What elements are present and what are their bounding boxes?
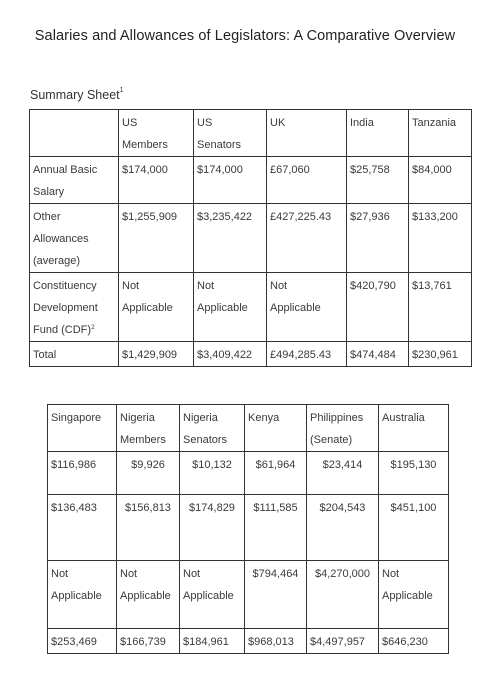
table-cell: $25,758 bbox=[347, 157, 409, 204]
header-cell: Nigeria Senators bbox=[180, 405, 245, 452]
table-cell: £427,225.43 bbox=[267, 204, 347, 273]
table-cell: Not Applicable bbox=[180, 561, 245, 629]
table-cell: $253,469 bbox=[48, 629, 117, 654]
header-cell: India bbox=[347, 110, 409, 157]
table-cell: $1,429,909 bbox=[119, 342, 194, 367]
table-cell: $1,255,909 bbox=[119, 204, 194, 273]
table-cell: $136,483 bbox=[48, 495, 117, 561]
header-cell-empty bbox=[30, 110, 119, 157]
table-cell: $10,132 bbox=[180, 452, 245, 495]
table-row bbox=[30, 204, 472, 273]
table-cell: $3,235,422 bbox=[194, 204, 267, 273]
table-cell: $420,790 bbox=[347, 273, 409, 342]
salary-table-2 bbox=[47, 404, 449, 654]
header-cell: Singapore bbox=[48, 405, 117, 452]
table-cell: Not Applicable bbox=[48, 561, 117, 629]
table-cell: $166,739 bbox=[117, 629, 180, 654]
table-cell: $4,497,957 bbox=[307, 629, 379, 654]
row-label: Other Allowances (average) bbox=[30, 204, 119, 273]
header-cell: Nigeria Members bbox=[117, 405, 180, 452]
summary-sheet-heading bbox=[30, 88, 124, 102]
table-cell: $4,270,000 bbox=[307, 561, 379, 629]
table-cell: $9,926 bbox=[117, 452, 180, 495]
salary-table-1 bbox=[29, 109, 472, 367]
table-cell: $451,100 bbox=[379, 495, 449, 561]
table-row bbox=[30, 157, 472, 204]
table-cell: $204,543 bbox=[307, 495, 379, 561]
table-cell: Not Applicable bbox=[194, 273, 267, 342]
table-cell: Not Applicable bbox=[267, 273, 347, 342]
table-cell: $646,230 bbox=[379, 629, 449, 654]
header-cell: US Members bbox=[119, 110, 194, 157]
row-label: Annual Basic Salary bbox=[30, 157, 119, 204]
table-row bbox=[48, 452, 449, 495]
table-cell: $794,464 bbox=[245, 561, 307, 629]
table-cell: $174,829 bbox=[180, 495, 245, 561]
row-label: Total bbox=[30, 342, 119, 367]
table-row bbox=[48, 561, 449, 629]
table-cell: $116,986 bbox=[48, 452, 117, 495]
table-cell: $968,013 bbox=[245, 629, 307, 654]
table-cell: $195,130 bbox=[379, 452, 449, 495]
header-cell: Australia bbox=[379, 405, 449, 452]
header-cell: Philippines (Senate) bbox=[307, 405, 379, 452]
subtitle-text: Summary Sheet bbox=[30, 88, 120, 102]
table-cell: £67,060 bbox=[267, 157, 347, 204]
table-cell: $174,000 bbox=[119, 157, 194, 204]
table-cell: $27,936 bbox=[347, 204, 409, 273]
table-cell: $184,961 bbox=[180, 629, 245, 654]
table-cell: $111,585 bbox=[245, 495, 307, 561]
table-header-row bbox=[48, 405, 449, 452]
table-cell: $474,484 bbox=[347, 342, 409, 367]
table-row bbox=[30, 273, 472, 342]
table-row-total bbox=[48, 629, 449, 654]
table-cell: $13,761 bbox=[409, 273, 472, 342]
table-cell: $174,000 bbox=[194, 157, 267, 204]
table-cell: $133,200 bbox=[409, 204, 472, 273]
table-cell: £494,285.43 bbox=[267, 342, 347, 367]
table-cell: Not Applicable bbox=[379, 561, 449, 629]
header-cell: Tanzania bbox=[409, 110, 472, 157]
footnote-marker: 2 bbox=[91, 324, 95, 331]
table-cell: $23,414 bbox=[307, 452, 379, 495]
table-cell: $61,964 bbox=[245, 452, 307, 495]
table-cell: Not Applicable bbox=[119, 273, 194, 342]
table-cell: $156,813 bbox=[117, 495, 180, 561]
header-cell: US Senators bbox=[194, 110, 267, 157]
table-row bbox=[48, 495, 449, 561]
row-label: Constituency Development Fund (CDF)$^2$ bbox=[30, 273, 119, 342]
document-title: Salaries and Allowances of Legislators: A Comparative Overview bbox=[34, 28, 456, 44]
table-cell: $84,000 bbox=[409, 157, 472, 204]
footnote-marker: 1 bbox=[119, 87, 124, 94]
table-header-row bbox=[30, 110, 472, 157]
header-cell: Kenya bbox=[245, 405, 307, 452]
table-cell: Not Applicable bbox=[117, 561, 180, 629]
table-row-total bbox=[30, 342, 472, 367]
table-cell: $3,409,422 bbox=[194, 342, 267, 367]
header-cell: UK bbox=[267, 110, 347, 157]
table-cell: $230,961 bbox=[409, 342, 472, 367]
